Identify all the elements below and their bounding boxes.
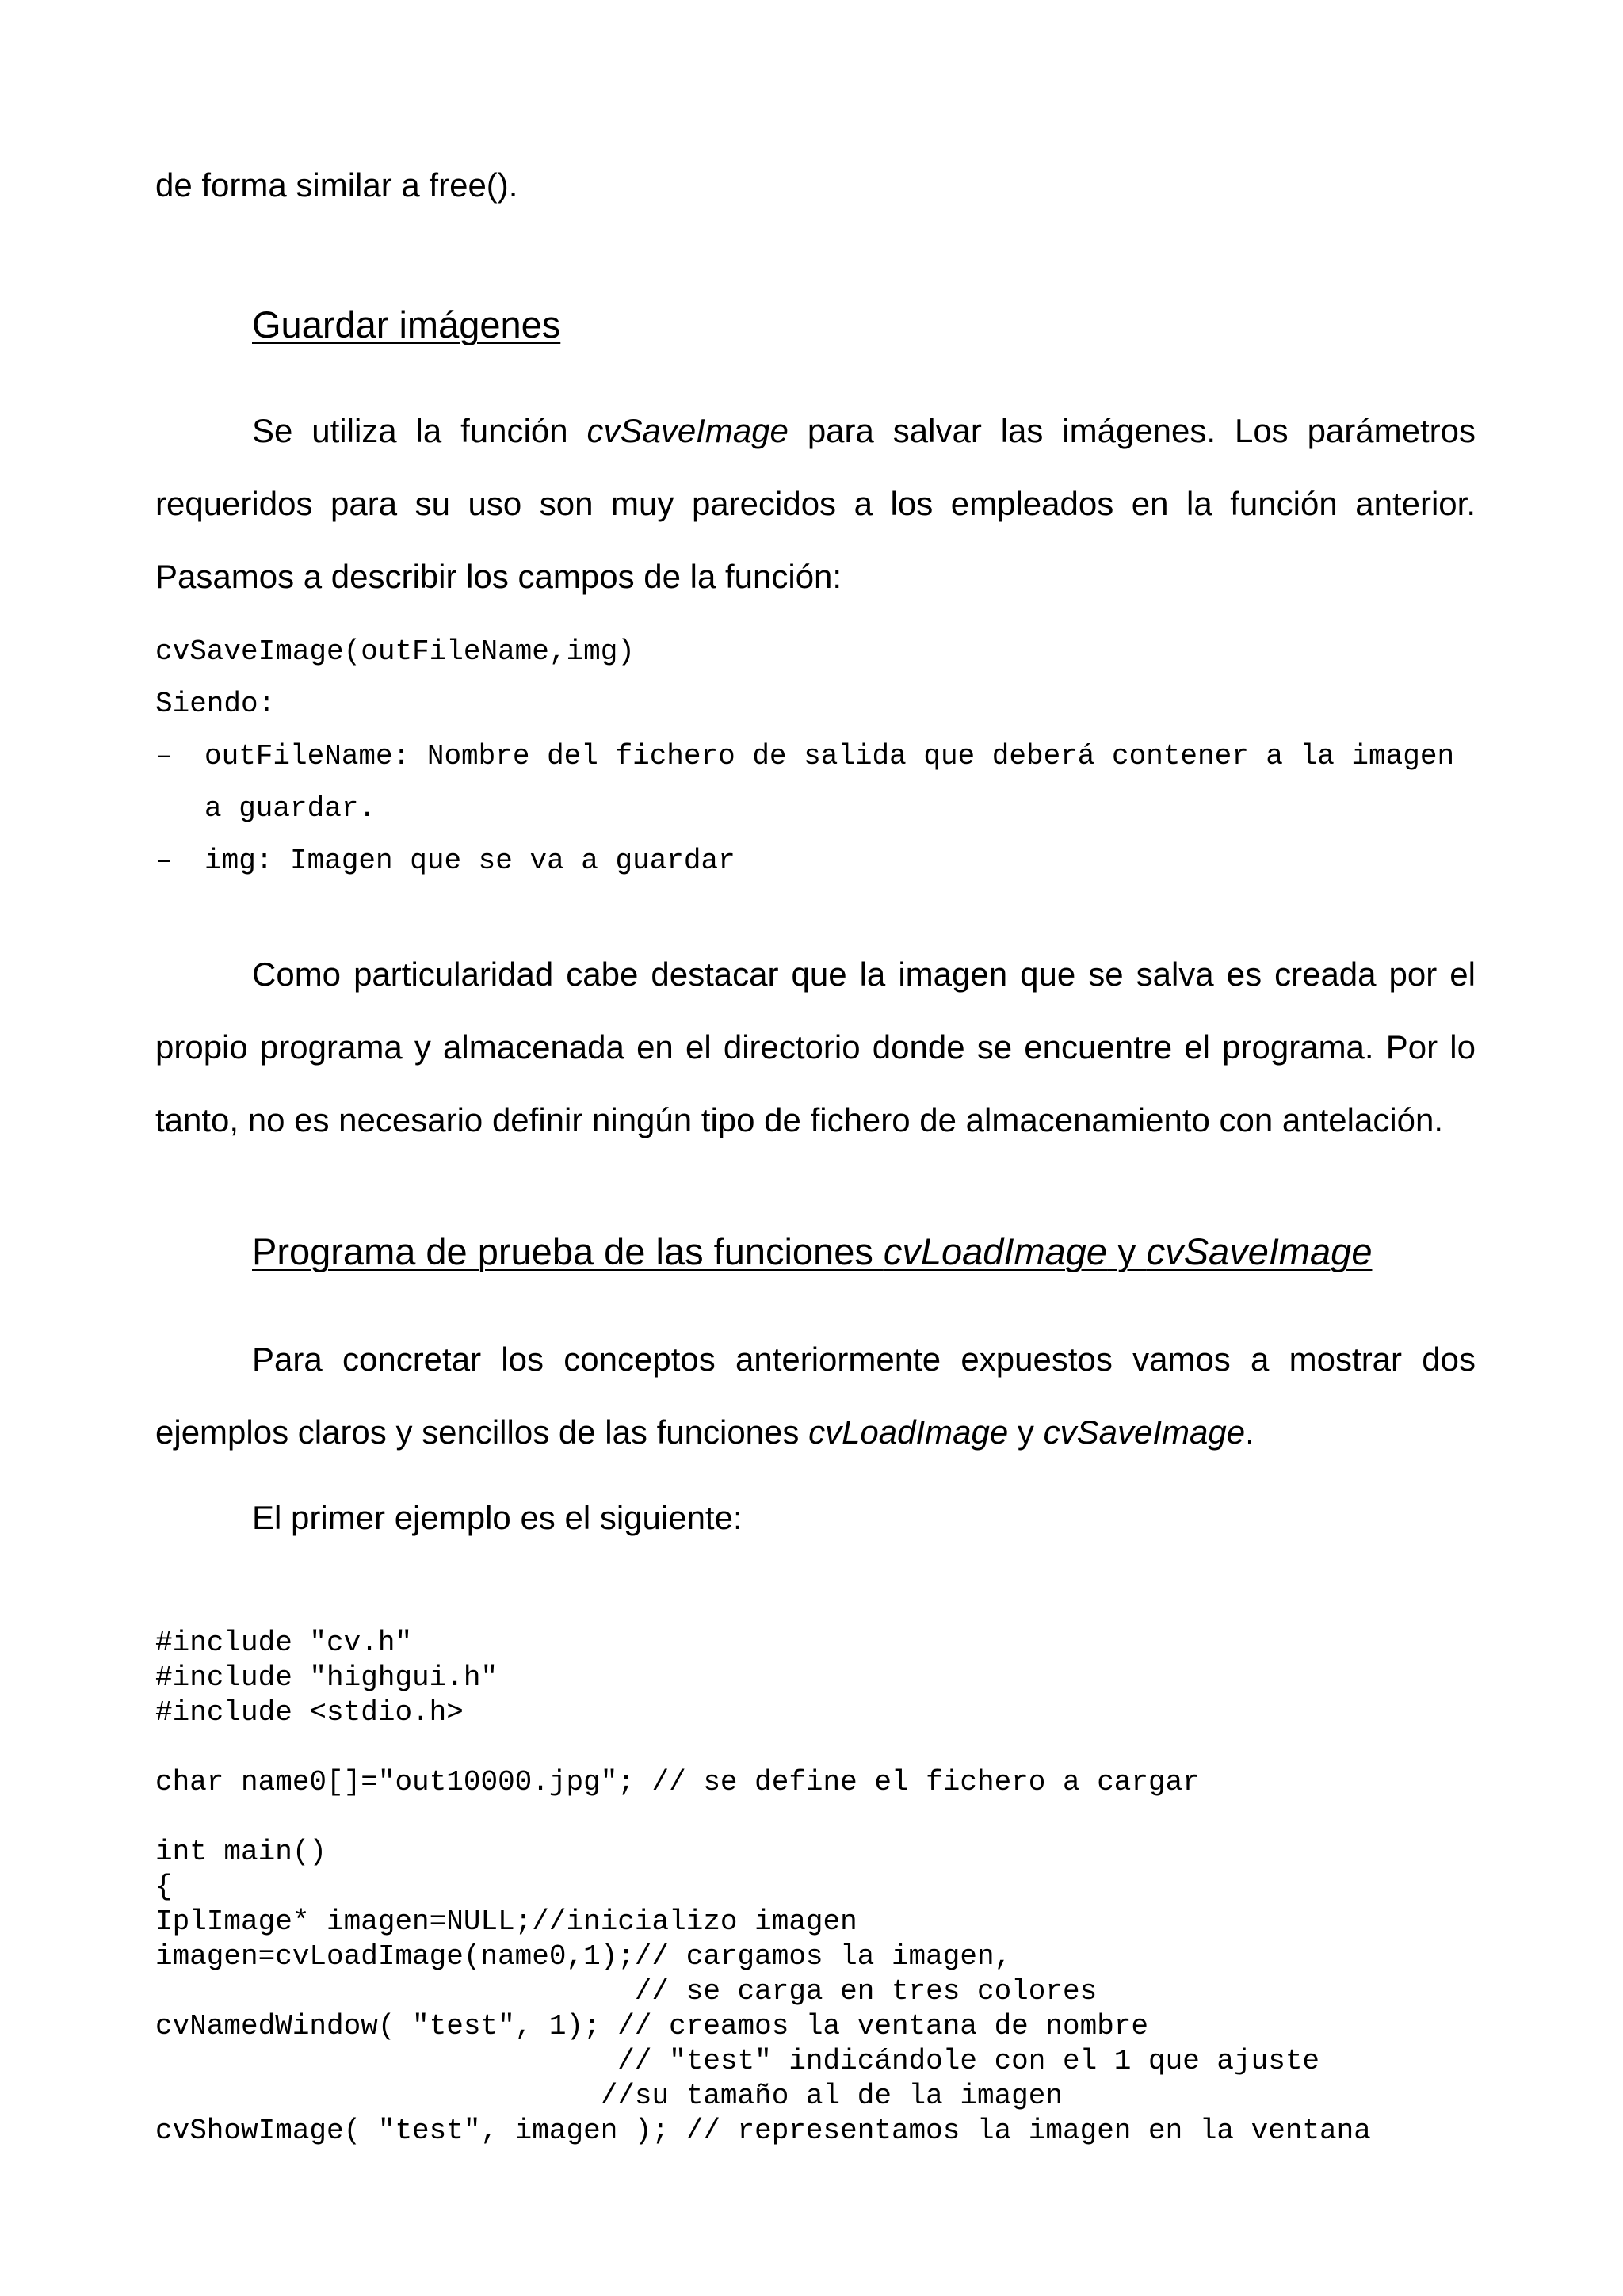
heading-programa-de-prueba xyxy=(252,1228,1372,1276)
text-span: . xyxy=(1245,1413,1254,1451)
heading-guardar-imagenes: Guardar imágenes xyxy=(252,303,561,345)
code-line: #include <stdio.h> xyxy=(155,1696,464,1729)
function-name: cvLoadImage xyxy=(808,1413,1009,1451)
text-span: Para concretar los conceptos anteriormente expuestos vamos a mostrar dos ejemplos claros y sencillos de las funciones xyxy=(155,1341,1476,1451)
param-description: outFileName: Nombre del fichero de salida que deberá contener a la imagen a guardar. xyxy=(204,740,1455,825)
param-list-item xyxy=(155,835,1479,887)
code-line: //su tamaño al de la imagen xyxy=(155,2080,1063,2112)
siendo-label: Siendo: xyxy=(155,688,276,720)
code-line: char name0[]="out10000.jpg"; // se define el fichero a cargar xyxy=(155,1766,1200,1798)
paragraph-save-intro xyxy=(155,395,1476,613)
param-list-item xyxy=(155,730,1479,835)
code-line: IplImage* imagen=NULL;//inicializo imagen xyxy=(155,1905,857,1938)
param-description: img: Imagen que se va a guardar xyxy=(204,845,735,877)
code-line: imagen=cvLoadImage(name0,1);// cargamos la imagen, xyxy=(155,1940,1012,1973)
function-name: cvLoadImage xyxy=(883,1230,1108,1272)
text-span: Programa de prueba de las funciones xyxy=(252,1230,884,1272)
text-span: y xyxy=(1107,1230,1147,1272)
code-line: // "test" indicándole con el 1 que ajuste xyxy=(155,2045,1320,2077)
list-dash: – xyxy=(155,740,173,772)
paragraph-first-example: El primer ejemplo es el siguiente: xyxy=(252,1499,743,1536)
code-line: #include "cv.h" xyxy=(155,1627,413,1659)
paragraph-program-intro xyxy=(155,1323,1476,1469)
text-span: Se utiliza la función xyxy=(252,412,587,449)
function-signature: cvSaveImage(outFileName,img) xyxy=(155,635,635,668)
text-span: para salvar las imágenes. Los parámetros requeridos para su uso son muy parecidos a los empleados en la función anterior. Pasamos a describir los campos de la función: xyxy=(155,412,1476,595)
text-span: y xyxy=(1008,1413,1044,1451)
code-line: cvShowImage( "test", imagen ); // representamos la imagen en la ventana xyxy=(155,2115,1371,2147)
function-name: cvSaveImage xyxy=(1043,1413,1246,1451)
paragraph-save-notes: Como particularidad cabe destacar que la imagen que se salva es creada por el propio programa y almacenada en el directorio donde se encuentre el programa. Por lo tanto, no es necesario definir ningún tipo de fichero de almacenamiento con antelación. xyxy=(155,955,1476,1138)
code-line: { xyxy=(155,1871,173,1903)
list-dash: – xyxy=(155,845,173,877)
function-name: cvSaveImage xyxy=(1146,1230,1373,1272)
code-line: #include "highgui.h" xyxy=(155,1661,498,1694)
code-line: // se carga en tres colores xyxy=(155,1975,1098,2008)
paragraph-intro-tail: de forma similar a free(). xyxy=(155,166,518,204)
code-line: cvNamedWindow( "test", 1); // creamos la ventana de nombre xyxy=(155,2010,1149,2042)
code-line: int main() xyxy=(155,1836,327,1868)
function-name: cvSaveImage xyxy=(586,412,789,449)
